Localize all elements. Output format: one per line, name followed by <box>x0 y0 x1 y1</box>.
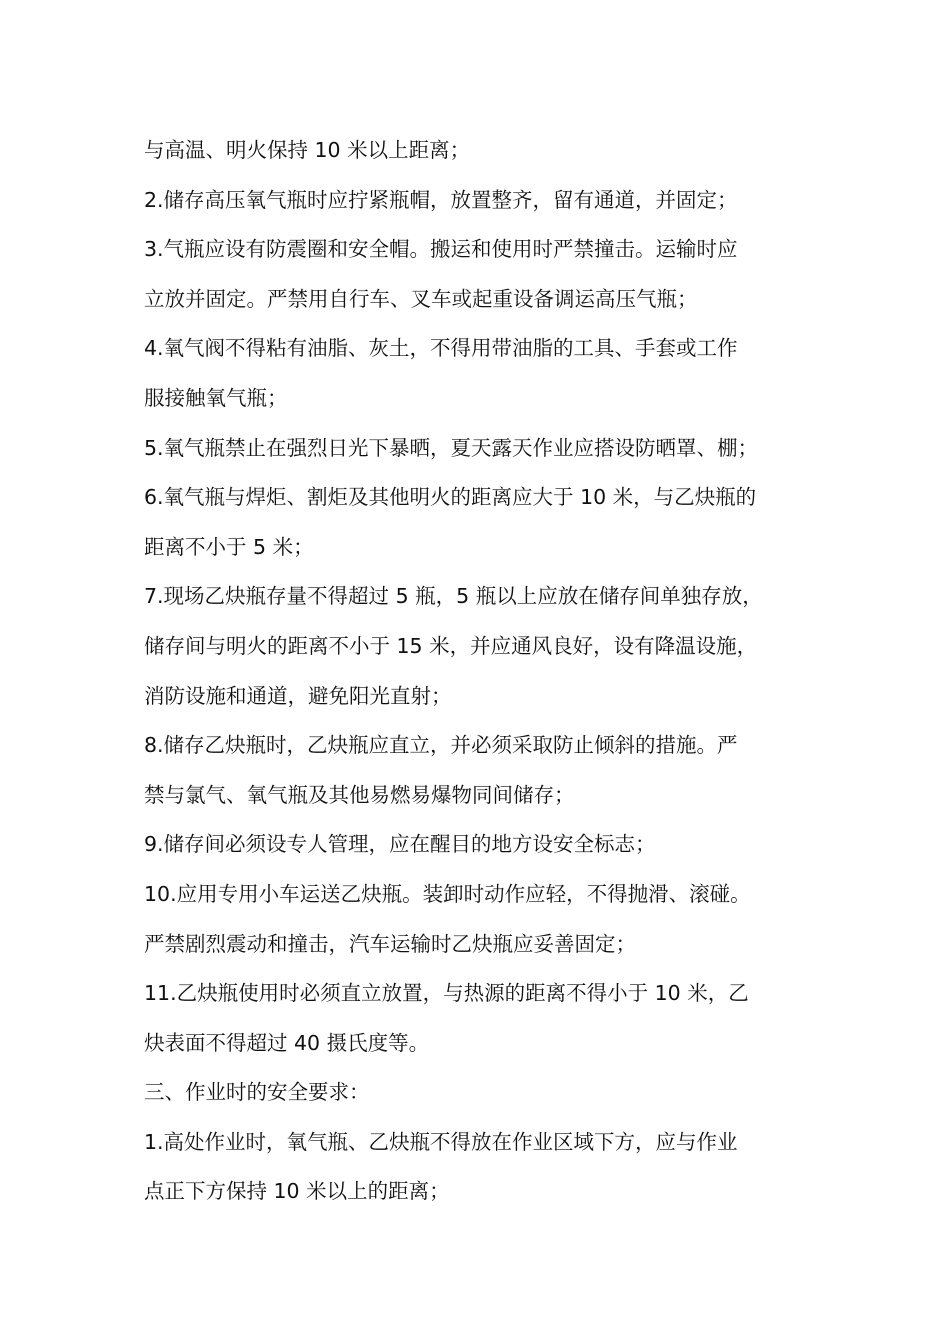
text-line: 严禁剧烈震动和撞击，汽车运输时乙炔瓶应妥善固定； <box>144 931 636 956</box>
text-line: 5.氧气瓶禁止在强烈日光下暴晒，夏天露天作业应搭设防晒罩、棚； <box>144 435 759 460</box>
text-line: 2.储存高压氧气瓶时应拧紧瓶帽，放置整齐，留有通道，并固定； <box>144 187 738 212</box>
text-line: 与高温、明火保持 10 米以上距离； <box>144 138 471 162</box>
text-line: 10.应用专用小车运送乙炔瓶。装卸时动作应轻，不得抛滑、滚碰。 <box>144 881 751 906</box>
document-body <box>144 126 844 1217</box>
text-line: 6.氧气瓶与焊炬、割炬及其他明火的距离应大于 10 米，与乙炔瓶的 <box>144 485 757 510</box>
text-line: 禁与氯气、氧气瓶及其他易燃易爆物同间储存； <box>144 782 575 807</box>
section-heading: 三、作业时的安全要求： <box>144 1080 370 1105</box>
text-line: 立放并固定。严禁用自行车、叉车或起重设备调运高压气瓶； <box>144 286 698 311</box>
text-line: 11.乙炔瓶使用时必须直立放置，与热源的距离不得小于 10 米，乙 <box>144 981 749 1006</box>
text-line: 距离不小于 5 米； <box>144 534 314 559</box>
text-line: 3.气瓶应设有防震圈和安全帽。搬运和使用时严禁撞击。运输时应 <box>144 237 738 262</box>
text-line: 消防设施和通道，避免阳光直射； <box>144 683 452 708</box>
text-line: 点正下方保持 10 米以上的距离； <box>144 1179 450 1204</box>
text-line: 8.储存乙炔瓶时，乙炔瓶应直立，并必须采取防止倾斜的措施。严 <box>144 733 738 758</box>
text-line: 4.氧气阀不得粘有油脂、灰土，不得用带油脂的工具、手套或工作 <box>144 336 738 361</box>
text-line: 储存间与明火的距离不小于 15 米，并应通风良好，设有降温设施， <box>144 633 758 658</box>
text-line: 服接触氧气瓶； <box>144 385 288 410</box>
text-line: 9.储存间必须设专人管理，应在醒目的地方设安全标志； <box>144 832 656 857</box>
text-line: 炔表面不得超过 40 摄氏度等。 <box>144 1030 430 1055</box>
text-line: 7.现场乙炔瓶存量不得超过 5 瓶，5 瓶以上应放在储存间单独存放， <box>144 584 763 609</box>
text-line: 1.高处作业时，氧气瓶、乙炔瓶不得放在作业区域下方，应与作业 <box>144 1129 738 1154</box>
